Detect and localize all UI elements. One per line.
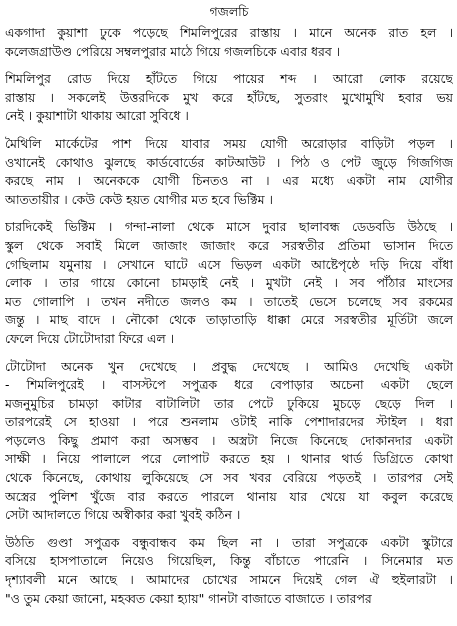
text-line: চারদিকেই ভিক্টিম । গন্দা-নালা থেকে মাসে দুবার ছালাবন্ধ ডেডবডি উঠছে । [5,219,453,235]
text-line: থেকে কিনেছে, কোথায় লুকিয়েছে সে সব খবর বেরিয়ে পড়তই । তারপর সেই [5,470,453,486]
paragraph [5,24,453,61]
text-line: শিমলিপুর রোড দিয়ে হাঁটতে গিয়ে পায়ের শব্দ । আরো লোক রয়েছে [5,71,453,87]
text-line: মত গোলাপি । তখন নদীতে জলও কম । তাতেই ভেসে চলেছে সব রকমের [5,293,453,309]
paragraph [5,358,453,525]
text-line: মজনুমুচির চামড়া কাটার বাটালিটা তার পেটে ঢুকিয়ে মুচড়ে ছেড়ে দিল । [5,395,453,411]
text-line: ফেলে দিয়ে টোটোদারা ফিরে এল । [5,330,175,346]
text-line: পড়লেও কিছু প্রমাণ করা অসম্ভব । অস্ত্রটা নিজে কিনেছে দোকানদার একটা [5,432,453,448]
text-line: সাক্ষী । নিয়ে পালালে পরে লোপাট করতে হয় । থানার থার্ড ডিগ্রিতে কোথা [5,451,453,467]
text-line: উঠতি গুণ্ডা সপুত্রক বন্ধুবান্ধব কম ছিল না । তারা সপুত্রকে একটা স্কুটারে [5,534,453,550]
paragraph [5,534,453,608]
document-title: গজলচি [209,4,249,19]
text-line: জন্তু । মাছ বাদে । নৌকো থেকে তাড়াতাড়ি ধাক্কা মেরে সরস্বতীর মূর্তিটা জলে [5,312,453,328]
text-line: অস্ত্রের পুলিশ খুঁজে বার করতে পারলে থানায় যার খেয়ে যা কবুল করেছে [5,488,453,504]
text-line: মৈথিলি মার্কেটের পাশ দিয়ে যাবার সময় যোগী অরোড়ার বাড়িটা পড়ল । [5,135,453,151]
paragraph [5,218,453,348]
text-line: তারপরেই সে হাওয়া । পরে শুনলাম ওটাই নাকি পেশাদারদের স্টাইল । ধরা [5,414,453,430]
text-line: নেই । কুয়াশাটা থাকায় আরো সুবিধে । [5,108,189,124]
text-line: স্কুল থেকে সবাই মিলে জাজাং জাজাং করে সরস্বতীর প্রতিমা ভাসান দিতে [5,237,453,253]
text-line: গেছিলাম যমুনায় । সেখানে ঘাটে এসে ভিড়ল একটা আষ্টেপৃষ্ঠে দড়ি দিয়ে বাঁধা [5,256,453,272]
text-line: একগাদা কুয়াশা ঢুকে পড়েছে শিমলিপুরের রাস্তায় । মানে অনেক রাত হল । [5,25,453,40]
text-line: ওখানেই কোথাও ঝুলছে কার্ডবোর্ডের কাটআউট । পিঠ ও পেট জুড়ে গিজগিজ [5,154,453,170]
text-line: বসিয়ে হাসপাতালে নিয়েও গিয়েছিল, কিন্তু বাঁচাতে পারেনি । সিনেমার মত [5,553,453,569]
text-line: দৃশ্যাবলী মনে আছে । আমাদের চোখের সামনে দিয়েই গেল ঐ হুইলারটা । [5,572,453,588]
paragraph [5,70,453,126]
text-line: "ও তুম কেয়া জানো, মহব্বত কেয়া হ্যায়" গানটা বাজাতে বাজাতে । তারপর [5,590,372,606]
text-line: করছে নাম । অনেককে যোগী চিনতও না । এর মধ্যে একটা নাম যোগীর [5,173,453,189]
text-line: রাস্তায় । সকলেই উত্তরদিকে মুখ করে হাঁটছে, সুতরাং মুখোমুখি হবার ভয় [5,89,453,105]
text-line: লোক । তার গায়ে কোনো চামড়াই নেই । মুখটা নেই । সব পাঁঠার মাংসের [5,275,453,291]
document-body [5,24,453,608]
text-line: টোটোদা অনেক খুন দেখেছে । প্রবুদ্ধ দেখেছে । আমিও দেখেছি একটা [5,358,453,374]
paragraph [5,135,453,209]
text-line: সেটা আদালতে গিয়ে অস্বীকার করা খুবই কঠিন । [5,507,241,523]
text-line: আততায়ীর । কেউ কেউ হয়ত যোগীর মত হবে ভিক্টিম । [5,191,273,207]
text-line: কলেজগ্রাউণ্ড পেরিয়ে সম্বলপুরার মাঠে গিয়ে গজলচিকে এবার ধরব । [5,43,341,59]
text-line: - শিমলিপুরেই । বাসস্টপে সপুত্রক ধরে বেপাড়ার অচেনা একটা ছেলে [5,377,453,393]
